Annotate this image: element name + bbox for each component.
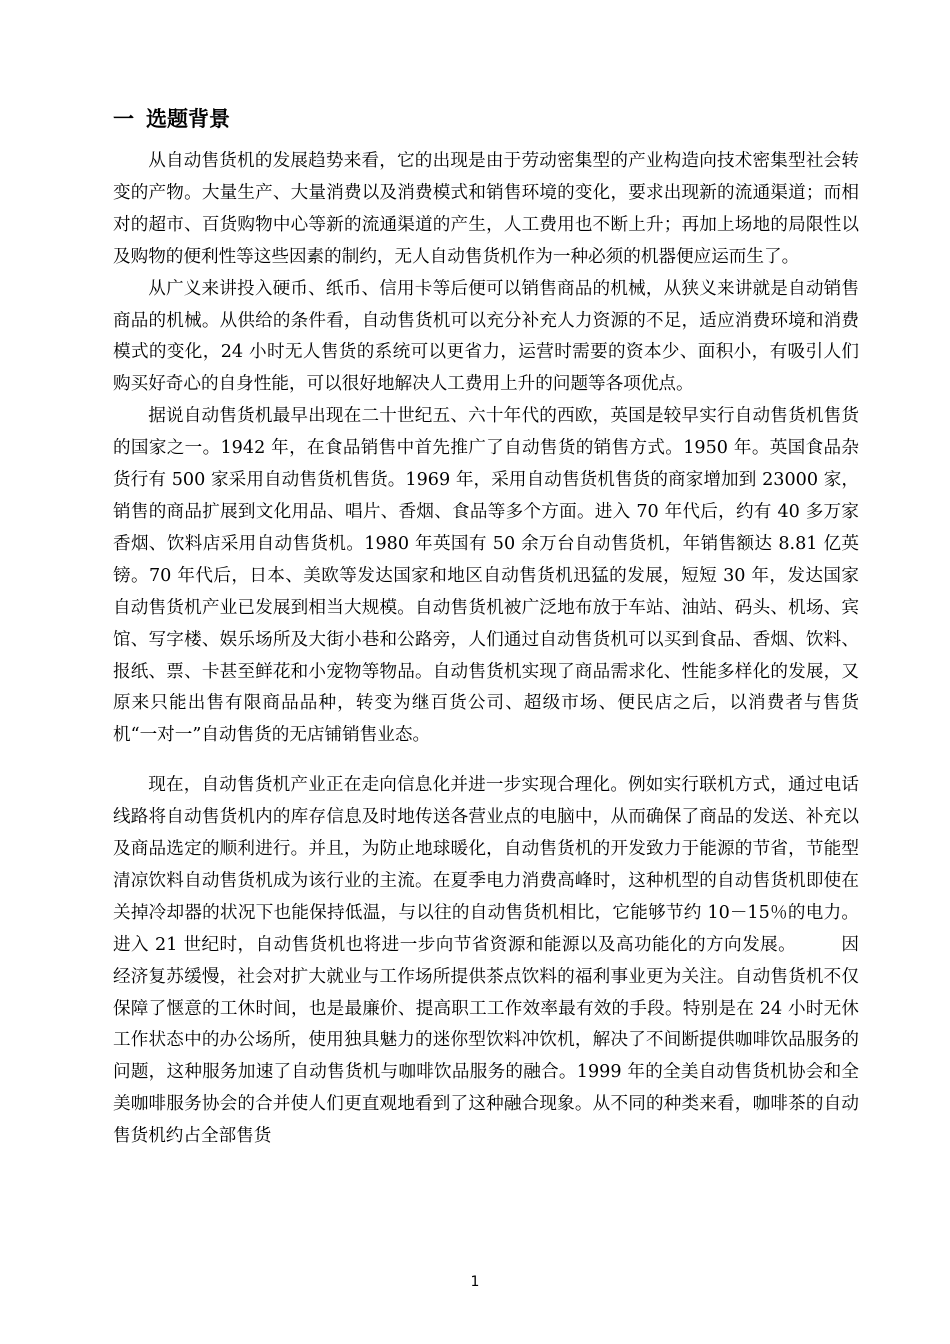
- paragraph: 从广义来讲投入硬币、纸币、信用卡等后便可以销售商品的机械，从狭义来讲就是自动销售商品的机械。从供给的条件看，自动售货机可以充分补充人力资源的不足，适应消费环境和消费模式的变化，24 小时无人售货的系统可以更省力，运营时需要的资本少、面积小，有吸引人们购买好奇心的自身性能，可以很好地解决人工费用上升的问题等各项优点。: [113, 278, 859, 395]
- section-heading: [113, 103, 230, 135]
- section-number: 一: [113, 107, 134, 131]
- section-title: 选题背景: [146, 107, 230, 131]
- paragraph: 从自动售货机的发展趋势来看，它的出现是由于劳动密集型的产业构造向技术密集型社会转变的产物。大量生产、大量消费以及消费模式和销售环境的变化，要求出现新的流通渠道；而相对的超市、百货购物中心等新的流通渠道的产生，人工费用也不断上升；再加上场地的局限性以及购物的便利性等这些因素的制约，无人自动售货机作为一种必须的机器便应运而生了。: [113, 151, 859, 267]
- paragraph: 据说自动售货机最早出现在二十世纪五、六十年代的西欧，英国是较早实行自动售货机售货的国家之一。1942 年，在食品销售中首先推广了自动售货的销售方式。1950 年。英国食品杂货行有 500 家采用自动售货机售货。1969 年，采用自动售货机售货的商家增加到 23000 家，销售的商品扩展到文化用品、唱片、香烟、食品等多个方面。进入 70 年代后，约有 40 多万家香烟、饮料店采用自动售货机。1980 年英国有 50 余万台自动售货机，年销售额达 8.81 亿英镑。70 年代后，日本、美欧等发达国家和地区自动售货机迅猛的发展，短短 30 年，发达国家自动售货机产业已发展到相当大规模。自动售货机被广泛地布放于车站、油站、码头、机场、宾馆、写字楼、娱乐场所及大街小巷和公路旁，人们通过自动售货机可以买到食品、香烟、饮料、报纸、票、卡甚至鲜花和小宠物等物品。自动售货机实现了商品需求化、性能多样化的发展，又原来只能出售有限商品品种，转变为继百货公司、超级市场、便民店之后，以消费者与售货机“一对一”自动售货的无店铺销售业态。: [113, 406, 859, 746]
- paragraph: 现在，自动售货机产业正在走向信息化并进一步实现合理化。例如实行联机方式，通过电话线路将自动售货机内的库存信息及时地传送各营业点的电脑中，从而确保了商品的发送、补充以及商品选定的顺利进行。并且，为防止地球暖化，自动售货机的开发致力于能源的节省，节能型清凉饮料自动售货机成为该行业的主流。在夏季电力消费高峰时，这种机型的自动售货机即使在关掉冷却器的状况下也能保持低温，与以往的自动售货机相比，它能够节约 10－15％的电力。进入 21 世纪时，自动售货机也将进一步向节省资源和能源以及高功能化的方向发展。 因经济复苏缓慢，社会对扩大就业与工作场所提供茶点饮料的福利事业更为关注。自动售货机不仅保障了惬意的工休时间，也是最廉价、提高职工工作效率最有效的手段。特别是在 24 小时无休工作状态中的办公场所，使用独具魅力的迷你型饮料冲饮机，解决了不间断提供咖啡饮品服务的问题，这种服务加速了自动售货机与咖啡饮品服务的融合。1999 年的全美自动售货机协会和全美咖啡服务协会的合并使人们更直观地看到了这种融合现象。从不同的种类来看，咖啡茶的自动售货机约占全部售货: [113, 775, 859, 1147]
- body-text: [113, 146, 859, 1153]
- page-number: 1: [470, 1274, 480, 1290]
